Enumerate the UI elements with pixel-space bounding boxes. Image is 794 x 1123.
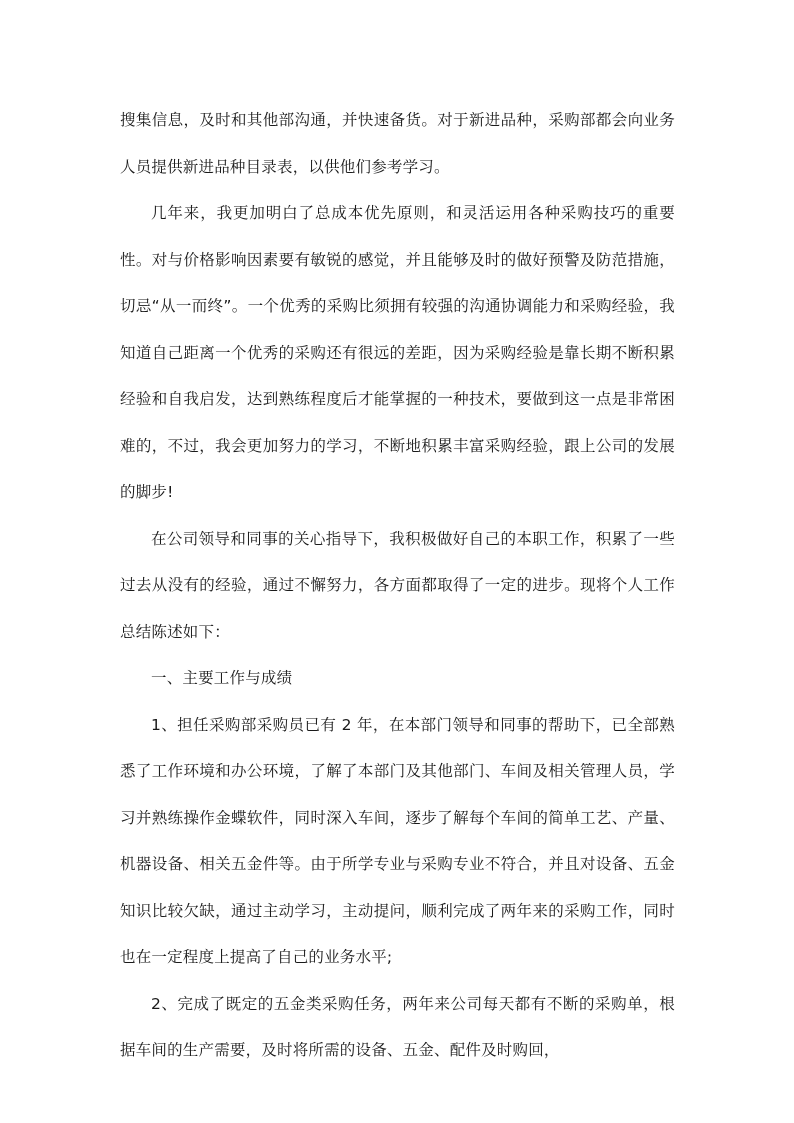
paragraph-1: 搜集信息，及时和其他部沟通，并快速备货。对于新进品种，采购部都会向业务人员提供新进品种目录表，以供他们参考学习。: [120, 111, 675, 176]
paragraph-item-1: 1、担任采购部采购员已有 2 年，在本部门领导和同事的帮助下，已全部熟悉了工作环境和办公环境，了解了本部门及其他部门、车间及相关管理人员，学习并熟练操作金蝶软件，同时深入车间，逐步了解每个车间的简单工艺、产量、机器设备、相关五金件等。由于所学专业与采购专业不符合，并且对设备、五金知识比较欠缺，通过主动学习，主动提问，顺利完成了两年来的采购工作，同时也在一定程度上提高了自己的业务水平;: [120, 715, 675, 966]
section-heading: 一、主要工作与成绩: [151, 669, 293, 687]
paragraph-2: 几年来，我更加明白了总成本优先原则，和灵活运用各种采购技巧的重要性。对与价格影响因素要有敏锐的感觉，并且能够及时的做好预警及防范措施，切忌“从一而终”。一个优秀的采购比须拥有较强的沟通协调能力和采购经验，我知道自己距离一个优秀的采购还有很远的差距，因为采购经验是靠长期不断积累经验和自我启发，达到熟练程度后才能掌握的一种技术，要做到这一点是非常困难的，不过，我会更加努力的学习，不断地积累丰富采购经验，跟上公司的发展的脚步!: [120, 204, 675, 501]
paragraph-3: 在公司领导和同事的关心指导下，我积极做好自己的本职工作，积累了一些过去从没有的经验，通过不懈努力，各方面都取得了一定的进步。现将个人工作总结陈述如下：: [120, 529, 675, 641]
paragraph-item-2: 2、完成了既定的五金类采购任务，两年来公司每天都有不断的采购单，根据车间的生产需要，及时将所需的设备、五金、配件及时购回，: [120, 994, 675, 1059]
document-body: [120, 97, 675, 1074]
